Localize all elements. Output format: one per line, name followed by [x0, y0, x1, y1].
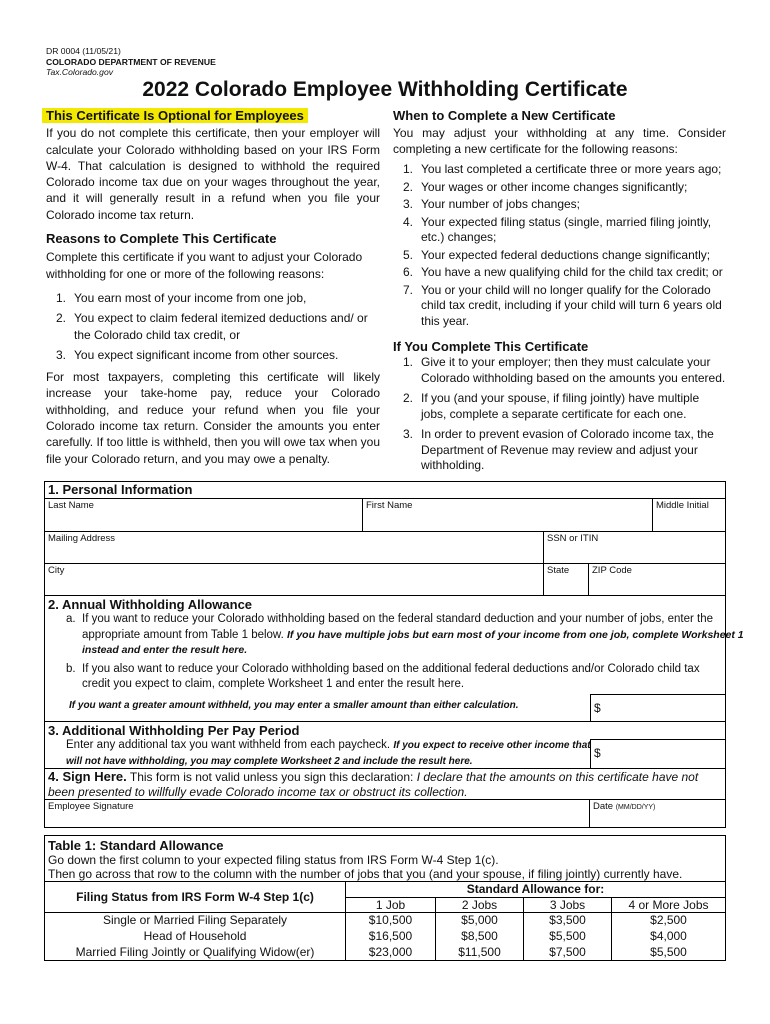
list-item: 2. If you (and your spouse, if filing jointly) have multiple jobs, complete a separate certificate for each one.	[403, 391, 700, 421]
mailing-address-field[interactable]	[45, 532, 544, 563]
section-1-title: 1. Personal Information	[48, 482, 193, 497]
section-2-title: 2. Annual Withholding Allowance	[48, 597, 253, 612]
employee-signature-field[interactable]	[45, 800, 590, 827]
column-header: 1 Job	[346, 897, 436, 912]
dollar-sign: $	[594, 746, 601, 760]
first-name-label: First Name	[366, 500, 413, 511]
first-name-field[interactable]	[363, 499, 653, 531]
list-item: 1. You earn most of your income from one job,	[56, 290, 307, 305]
instructions-left	[46, 108, 380, 467]
section-4-title: 4. Sign Here.	[48, 769, 127, 784]
list-item: 3. You expect significant income from other sources.	[56, 347, 339, 362]
column-header: 4 or More Jobs	[612, 897, 726, 912]
section-4-declaration: I declare that the amounts on this certificate have not been presented to willfully evade Colorado income tax or obstruct its collection.	[48, 770, 699, 799]
mailing-address-label: Mailing Address	[48, 533, 116, 544]
reasons-intro: Complete this certificate if you want to adjust your Colorado withholding for one or more of the following reasons:	[46, 250, 363, 281]
list-item: 3. In order to prevent evasion of Colorado income tax, the Department of Revenue may review and adjust your withholding.	[403, 427, 714, 472]
section-4-text: This form is not valid unless you sign this declaration:	[129, 770, 414, 784]
most-taxpayers-text: For most taxpayers, completing this certificate will likely increase your take-home pay, reduce your Colorado withholding, and reduce your refund when you file your Colorado income tax return. Consider the amounts you enter carefully. If too little is withheld, then you will owe tax when you file your Colorado return, and you may owe a penalty.	[46, 370, 380, 466]
section-2-greater: If you want a greater amount withheld, you may enter a smaller amount than either calculation.	[69, 700, 519, 711]
address-row	[45, 532, 725, 564]
agency-website: Tax.Colorado.gov	[46, 67, 114, 77]
list-item: 5. Your expected federal deductions change significantly;	[403, 247, 711, 262]
list-item: 7. You or your child will no longer qualify for the Colorado child tax credit, including if your child will turn 6 years old this year.	[403, 282, 722, 328]
table-row: Single or Married Filing Separately $10,500 $5,000 $3,500 $2,500	[45, 912, 725, 928]
agency-name: COLORADO DEPARTMENT OF REVENUE	[46, 56, 216, 67]
ssn-label: SSN or ITIN	[547, 533, 599, 544]
section-2	[45, 596, 744, 722]
last-name-label: Last Name	[48, 500, 94, 511]
section-2-b: b. If you also want to reduce your Colorado withholding based on the additional federal deductions and/or Colorado child tax credit you expect to claim, complete Worksheet 1 and enter the result here.	[66, 662, 700, 690]
city-row	[45, 564, 725, 596]
table-row: Married Filing Jointly or Qualifying Widow(er) $23,000 $11,500 $7,500 $5,500	[45, 944, 725, 960]
column-header: 2 Jobs	[436, 897, 524, 912]
zip-label: ZIP Code	[592, 565, 632, 576]
state-field[interactable]	[544, 564, 589, 595]
optional-text: If you do not complete this certificate, then your employer will calculate your Colorado withholding based on your IRS Form W-4. That calculation is designed to withhold the required Colorado income tax due on your wages throughout the year, and it will generally result in a refund when you file your Colorado income tax return.	[46, 126, 380, 222]
city-field[interactable]	[45, 564, 544, 595]
section-3-amount-field[interactable]	[590, 739, 725, 768]
list-item: 2. You expect to claim federal itemized deductions and/ or the Colorado child tax credit, or	[56, 311, 368, 342]
section-3-text: Enter any additional tax you want withheld from each paycheck. If you expect to receive other income that will not have withholding, you may complete Worksheet 2 and include the result here.	[66, 739, 591, 767]
middle-initial-field[interactable]	[653, 499, 725, 531]
withholding-form	[44, 481, 744, 828]
instructions-right	[393, 108, 726, 474]
when-list	[393, 162, 726, 329]
state-label: State	[547, 565, 570, 576]
name-row	[45, 499, 725, 532]
list-item: 6. You have a new qualifying child for the child tax credit; or	[403, 265, 723, 279]
form-number: DR 0004 (11/05/21)	[46, 46, 121, 56]
zip-field[interactable]	[589, 564, 725, 595]
section-2-a: a. If you want to reduce your Colorado withholding based on the federal standard deduction and your number of jobs, enter the appropriate amount from Table 1 below. If you have multiple jobs but earn most of your income from one job, complete Worksheet 1 instead and enter the result here.	[66, 613, 744, 656]
column-header: 3 Jobs	[524, 897, 612, 912]
section-1-header	[45, 482, 725, 499]
when-heading: When to Complete a New Certificate	[393, 108, 616, 123]
ssn-field[interactable]	[544, 532, 725, 563]
reasons-heading: Reasons to Complete This Certificate	[46, 231, 277, 247]
list-item: 4. Your expected filing status (single, married filing jointly, etc.) changes;	[403, 214, 712, 244]
when-intro: You may adjust your withholding at any time. Consider completing a new certificate for the following reasons:	[393, 126, 726, 156]
if-heading: If You Complete This Certificate	[393, 339, 589, 354]
list-item: 2. Your wages or other income changes significantly;	[403, 179, 688, 194]
table-1-line-2: Then go across that row to the column with the number of jobs that you (and your spouse, if filing jointly) currently have.	[48, 867, 683, 881]
section-2-amount-field[interactable]	[590, 694, 725, 721]
reasons-list	[46, 290, 380, 363]
list-item: 1. Give it to your employer; then they must calculate your Colorado withholding based on the amounts you entered.	[403, 355, 726, 385]
last-name-field[interactable]	[45, 499, 363, 531]
if-list	[393, 355, 726, 474]
city-label: City	[48, 565, 65, 576]
list-item: 3. Your number of jobs changes;	[403, 197, 580, 211]
optional-heading: This Certificate Is Optional for Employees	[42, 108, 308, 123]
table-1-line-1: Go down the first column to your expected filing status from IRS Form W-4 Step 1(c).	[48, 853, 499, 867]
table-1-title: Table 1: Standard Allowance	[48, 838, 224, 853]
standard-allowance-table	[44, 835, 726, 961]
page-title: 2022 Colorado Employee Withholding Certificate	[142, 78, 628, 101]
list-item: 1. You last completed a certificate three or more years ago;	[403, 162, 722, 176]
section-3	[45, 722, 725, 769]
date-format: (MM/DD/YY)	[615, 804, 656, 811]
standard-allowance-group-header: Standard Allowance for:	[466, 882, 605, 897]
signature-row	[45, 800, 725, 827]
filing-status-header: Filing Status from IRS Form W-4 Step 1(c)	[45, 882, 346, 912]
table-row: Head of Household $16,500 $8,500 $5,500 $4,000	[45, 928, 725, 944]
section-4	[45, 769, 725, 800]
employee-signature-label: Employee Signature	[48, 801, 134, 812]
dollar-sign: $	[594, 701, 601, 715]
section-3-title: 3. Additional Withholding Per Pay Period	[48, 723, 300, 738]
form-header	[46, 46, 216, 78]
date-label: Date	[593, 801, 614, 812]
allowance-table	[45, 882, 725, 960]
middle-initial-label: Middle Initial	[656, 500, 709, 511]
date-field[interactable]	[590, 800, 725, 827]
